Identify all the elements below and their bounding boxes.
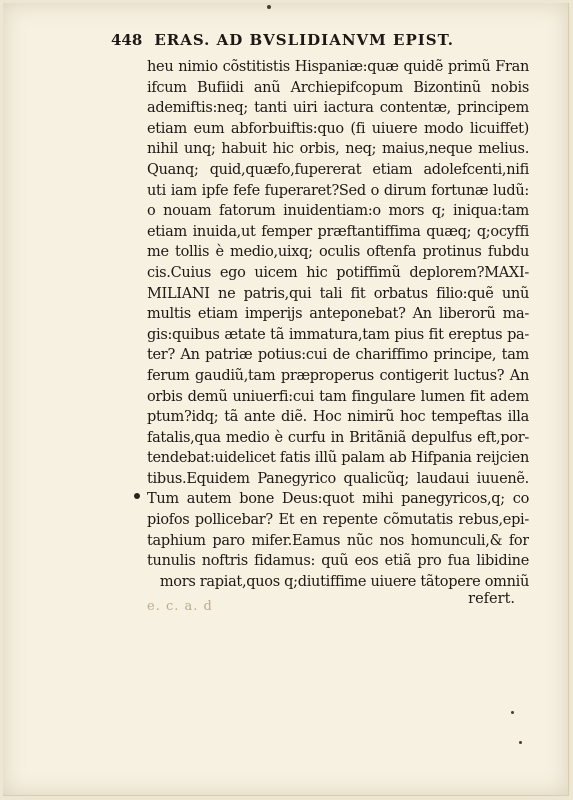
running-header [111,31,521,55]
text-line: tibus.Equidem Panegyrico qualicũq; laudaui iuuenẽ. [147,470,529,487]
text-line: me tollis è medio,uixq; oculis oftenfa protinus fubdu [147,244,529,261]
page-number: 448 [111,31,143,49]
text-line: tunulis noftris fidamus: quũ eos etiã pro fua libidine [147,553,529,570]
running-title: ERAS. AD BVSLIDIANVM EPIST. [154,31,455,49]
text-line: etiam eum abforbuiftis:quo (fi uiuere modo licuiffet) [147,120,529,137]
text-line: multis etiam imperijs anteponebat? An liberorũ ma- [147,306,529,323]
text-line: tendebat:uidelicet fatis illũ palam ab Hifpania reijcien [147,450,529,467]
ink-speck [267,5,271,9]
text-line: mors rapiat,quos q;diutiffime uiuere tãtopere omniũ [159,573,529,590]
text-line: taphium paro mifer.Eamus nũc nos homunculi,& for [147,532,529,549]
text-line: nihil unq; habuit hic orbis, neq; maius,neque melius. [147,141,529,158]
ink-speck [519,741,522,744]
text-line: fatalis,qua medio è curfu in Britãniã depulfus eft,por- [147,429,529,446]
text-line: ifcum Bufiidi anũ Archiepifcopum Bizontinũ nobis [147,79,529,96]
text-line: ptum?idq; tã ante diẽ. Hoc nimirũ hoc tempeftas illa [147,409,529,426]
text-line: ferum gaudiũ,tam præproperus contigerit luctus? An [147,367,529,384]
faded-show-through-text: e. c. a. d [147,599,213,614]
text-line: gis:quibus ætate tã immatura,tam pius fit ereptus pa- [147,326,529,343]
margin-mark [134,493,140,499]
body-text [147,57,529,592]
text-line: uti iam ipfe fefe fuperaret?Sed o dirum fortunæ ludũ: [147,182,529,199]
text-line: Quanq; quid,quæfo,fupererat etiam adolefcenti,nifi [147,161,529,178]
text-line: etiam inuida,ut femper præftantiffima quæq; q;ocyffi [147,223,529,240]
text-line: heu nimio cõstitistis Hispaniæ:quæ quidẽ primũ Fran [147,59,529,75]
ink-speck [511,711,514,714]
text-line: o nouam fatorum inuidentiam:o mors q; iniqua:tam [147,203,529,220]
text-line: ademiftis:neq; tanti uiri iactura contentæ, principem [147,100,529,117]
text-line: orbis demũ uniuerfi:cui tam fingulare lumen fit adem [147,388,529,405]
book-page [3,3,569,796]
catchword: refert. [468,591,515,607]
text-line: ter? An patriæ potius:cui de chariffimo principe, tam [147,347,529,364]
text-line: MILIANI ne patris,qui tali fit orbatus filio:quẽ unũ [147,285,529,302]
text-line: cis.Cuius ego uicem hic potiffimũ deplorem?MAXI- [147,264,529,281]
text-line: Tum autem bone Deus:quot mihi panegyricos,q; co [147,491,529,508]
text-line: piofos pollicebar? Et en repente cõmutatis rebus,epi- [147,512,529,529]
